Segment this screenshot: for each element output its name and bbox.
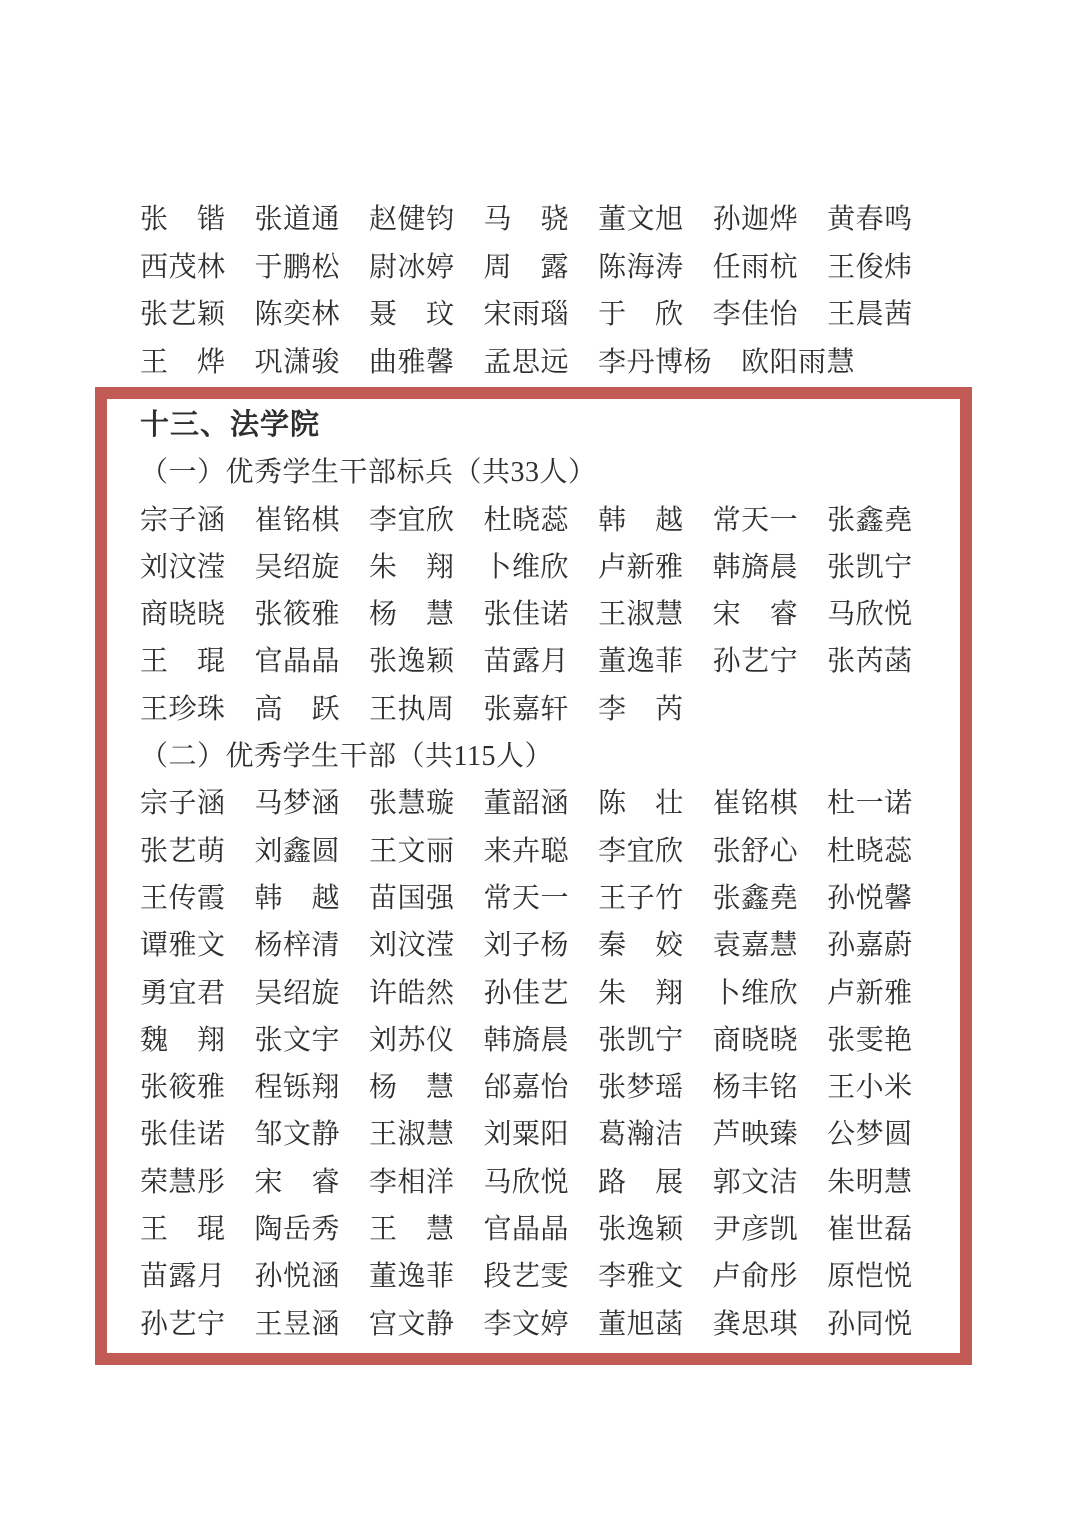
person-name: 王 琨 [140,1214,226,1246]
person-name: 卢新雅 [827,977,913,1009]
person-name: 张逸颖 [369,646,455,678]
person-name: 崔世磊 [827,1214,913,1246]
person-name: 任雨杭 [712,251,799,283]
subsection-2-heading: （二）优秀学生干部（共115人） [140,741,553,773]
person-name: 杜一诺 [827,788,913,820]
person-name: 王文丽 [369,835,455,867]
person-name: 朱 翔 [598,977,684,1009]
person-name: 卢俞彤 [712,1261,799,1293]
person-name: 张 锴 [140,204,226,235]
person-name: 董逸菲 [598,646,684,678]
person-name: 孙嘉蔚 [827,930,913,962]
person-name: 王 慧 [369,1214,455,1246]
person-name: 苗露月 [140,1261,226,1293]
person-name: 王淑慧 [598,599,684,631]
person-name: 张文宇 [254,1024,341,1056]
person-name: 崔铭棋 [712,788,799,820]
name-row [140,196,1076,244]
person-name: 孟思远 [483,346,570,378]
name-row [140,291,1076,339]
person-name: 曲雅馨 [369,346,455,378]
person-name: 卜维欣 [483,551,570,583]
person-name: 聂 玟 [369,299,455,330]
person-name: 李佳怡 [712,299,799,330]
person-name: 周 露 [483,251,570,283]
person-name: 孙艺宁 [712,646,799,678]
person-name: 常天一 [483,882,570,914]
person-name: 于 欣 [598,299,684,330]
name-row [140,828,950,875]
person-name: 张芮菡 [827,646,913,678]
person-name: 李 芮 [598,693,684,725]
person-name: 官晶晶 [254,646,341,678]
person-name: 公梦圆 [827,1119,913,1151]
person-name: 西茂林 [140,251,226,283]
person-name: 吴绍旋 [254,551,341,583]
name-row [140,875,950,922]
person-name: 宫文静 [369,1308,455,1340]
person-name: 张艺萌 [140,835,226,867]
person-name: 张慧璇 [369,788,455,820]
name-row [140,970,950,1017]
person-name: 王执周 [369,693,455,725]
person-name: 朱明慧 [827,1166,913,1198]
name-row [140,1017,950,1064]
person-name: 邰嘉怡 [483,1072,570,1104]
person-name: 龚思琪 [712,1308,799,1340]
person-name: 张艺颖 [140,299,226,330]
person-name: 高 跃 [254,693,341,725]
person-name: 韩旖晨 [483,1024,570,1056]
person-name: 吴绍旋 [254,977,341,1009]
person-name: 袁嘉慧 [712,930,799,962]
person-name: 张逸颖 [598,1214,684,1246]
person-name: 路 展 [598,1166,684,1198]
subsection-model-cadres [140,449,950,733]
name-row [140,339,1076,387]
person-name: 陶岳秀 [254,1214,341,1246]
person-name: 于鹏松 [254,251,341,283]
person-name: 杨 慧 [369,599,455,631]
person-name: 马 骁 [483,204,570,235]
person-name: 原恺悦 [827,1261,913,1293]
person-name: 王俊炜 [827,251,913,283]
person-name: 王晨茜 [827,299,913,330]
person-name: 商晓晓 [140,599,226,631]
person-name: 郭文洁 [712,1166,799,1198]
name-row [140,1206,950,1253]
person-name: 段艺雯 [483,1261,570,1293]
person-name: 杨 慧 [369,1072,455,1104]
person-name: 常天一 [712,504,799,536]
person-name: 韩 越 [254,882,341,914]
person-name: 董逸菲 [369,1261,455,1293]
previous-section-name-list [0,196,1076,386]
law-school-highlight-box [95,387,972,1365]
person-name: 李雅文 [598,1261,684,1293]
person-name: 秦 姣 [598,930,684,962]
person-name: 刘汶滢 [369,930,455,962]
person-name: 芦映臻 [712,1119,799,1151]
person-name: 陈海涛 [598,251,684,283]
person-name: 韩旖晨 [712,551,799,583]
person-name: 孙同悦 [827,1308,913,1340]
person-name: 张道通 [254,204,341,235]
person-name: 尉冰婷 [369,251,455,283]
name-row [140,922,950,969]
person-name: 巩潇骏 [254,346,341,378]
person-name: 孙艺宁 [140,1308,226,1340]
person-name: 马欣悦 [827,599,913,631]
person-name: 李丹博杨 [598,346,713,378]
person-name: 杜晓蕊 [483,504,570,536]
person-name: 朱 翔 [369,551,455,583]
name-row [140,1253,950,1300]
person-name: 陈奕林 [254,299,341,330]
person-name: 张雯艳 [827,1024,913,1056]
person-name: 刘鑫圆 [254,835,341,867]
person-name: 王子竹 [598,882,684,914]
name-row [140,244,1076,292]
person-name: 刘汶滢 [140,551,226,583]
person-name: 程铄翔 [254,1072,341,1104]
person-name: 张凯宁 [827,551,913,583]
section-title: 十三、法学院 [140,409,321,441]
person-name: 卢新雅 [598,551,684,583]
person-name: 黄春鸣 [827,204,913,235]
name-row [140,1111,950,1158]
name-row [140,1301,950,1348]
name-row [140,1064,950,1111]
subsection-1-name-list [140,497,950,733]
person-name: 赵健钧 [369,204,455,235]
name-row [140,544,950,591]
person-name: 李文婷 [483,1308,570,1340]
name-row [140,497,950,544]
person-name: 崔铭棋 [254,504,341,536]
person-name: 李宜欣 [369,504,455,536]
person-name: 宗子涵 [140,504,226,536]
person-name: 刘粟阳 [483,1119,570,1151]
subsection-1-heading: （一）优秀学生干部标兵（共33人） [140,457,597,489]
person-name: 董文旭 [598,204,684,235]
person-name: 王昱涵 [254,1308,341,1340]
person-name: 苗露月 [483,646,570,678]
person-name: 邹文静 [254,1119,341,1151]
person-name: 尹彦凯 [712,1214,799,1246]
person-name: 官晶晶 [483,1214,570,1246]
person-name: 韩 越 [598,504,684,536]
person-name: 魏 翔 [140,1024,226,1056]
person-name: 王 烨 [140,346,226,378]
person-name: 葛瀚洁 [598,1119,684,1151]
subsection-2-name-list [140,780,950,1348]
person-name: 王珍珠 [140,693,226,725]
person-name: 董韶涵 [483,788,570,820]
person-name: 刘子杨 [483,930,570,962]
person-name: 商晓晓 [712,1024,799,1056]
person-name: 张凯宁 [598,1024,684,1056]
person-name: 张佳诺 [140,1119,226,1151]
person-name: 张筱雅 [254,599,341,631]
person-name: 董旭菡 [598,1308,684,1340]
person-name: 张佳诺 [483,599,570,631]
person-name: 勇宜君 [140,977,226,1009]
person-name: 王 琨 [140,646,226,678]
person-name: 张鑫堯 [827,504,913,536]
person-name: 马欣悦 [483,1166,570,1198]
person-name: 宋雨瑙 [483,299,570,330]
person-name: 张鑫堯 [712,882,799,914]
person-name: 苗国强 [369,882,455,914]
person-name: 张嘉轩 [483,693,570,725]
name-row [140,591,950,638]
person-name: 谭雅文 [140,930,226,962]
name-row [140,686,950,733]
person-name: 孙悦馨 [827,882,913,914]
person-name: 许皓然 [369,977,455,1009]
person-name: 陈 壮 [598,788,684,820]
person-name: 王淑慧 [369,1119,455,1151]
person-name: 王传霞 [140,882,226,914]
person-name: 马梦涵 [254,788,341,820]
person-name: 杨丰铭 [712,1072,799,1104]
person-name: 张舒心 [712,835,799,867]
person-name: 张梦瑶 [598,1072,684,1104]
person-name: 宋 睿 [712,599,799,631]
person-name: 孙佳艺 [483,977,570,1009]
person-name: 李相洋 [369,1166,455,1198]
person-name: 王小米 [827,1072,913,1104]
person-name: 刘苏仪 [369,1024,455,1056]
name-row [140,1159,950,1206]
person-name: 杜晓蕊 [827,835,913,867]
person-name: 孙悦涵 [254,1261,341,1293]
person-name: 欧阳雨慧 [741,346,856,378]
person-name: 宗子涵 [140,788,226,820]
person-name: 孙迦烨 [712,204,799,235]
person-name: 荣慧彤 [140,1166,226,1198]
person-name: 来卉聪 [483,835,570,867]
person-name: 张筱雅 [140,1072,226,1104]
person-name: 宋 睿 [254,1166,341,1198]
name-row [140,638,950,685]
name-row [140,780,950,827]
person-name: 李宜欣 [598,835,684,867]
person-name: 杨梓清 [254,930,341,962]
person-name: 卜维欣 [712,977,799,1009]
subsection-cadres [140,733,950,1348]
